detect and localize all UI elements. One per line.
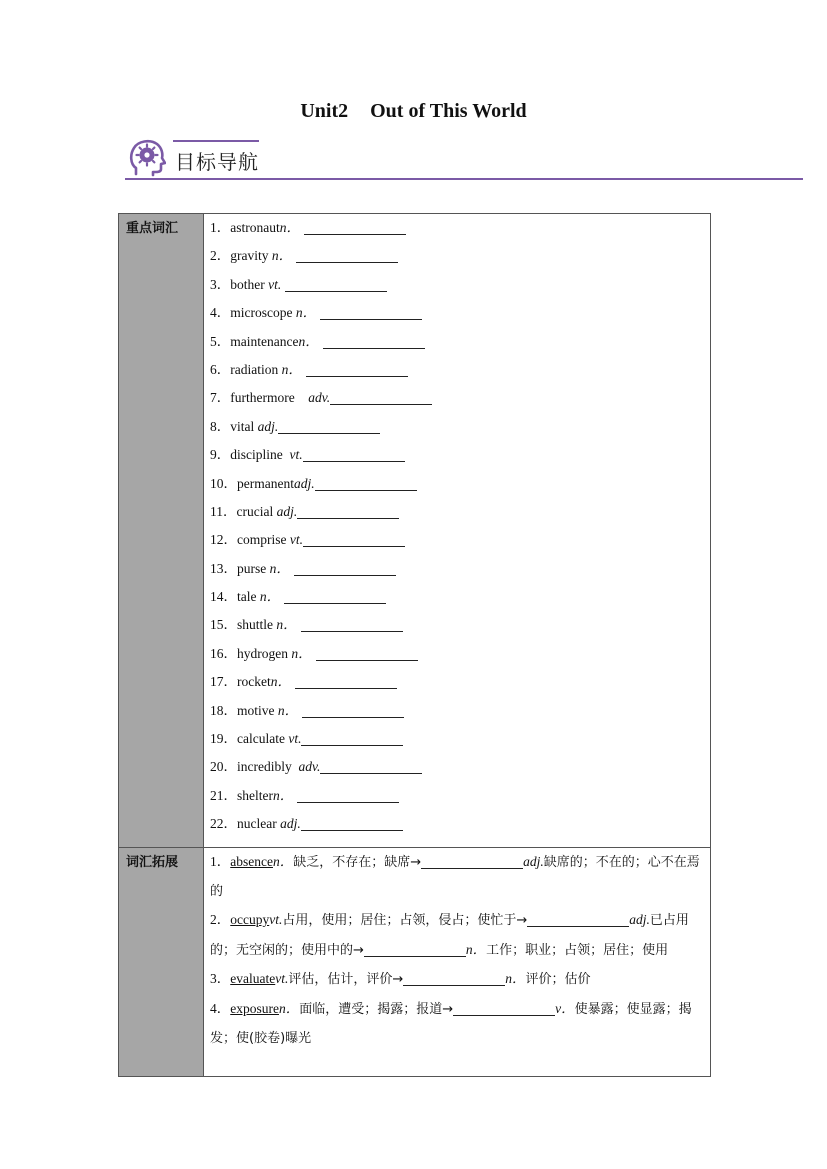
vocab-table — [118, 213, 711, 1077]
answer-blank[interactable] — [320, 759, 422, 774]
vocab-item: 10．permanentadj. — [210, 470, 706, 498]
answer-blank[interactable] — [301, 816, 403, 831]
answer-blank[interactable] — [278, 419, 380, 434]
category-word-expansion: 词汇拓展 — [119, 847, 204, 1076]
vocab-item: 16．hydrogen n． — [210, 640, 706, 668]
answer-blank[interactable] — [316, 646, 418, 661]
banner-label: 目标导航 — [175, 150, 259, 174]
answer-blank[interactable] — [296, 248, 398, 263]
vocab-item: 4．microscope n． — [210, 299, 706, 327]
answer-blank[interactable] — [330, 390, 432, 405]
vocab-item: 9．discipline vt. — [210, 441, 706, 469]
vocab-item: 12．comprise vt. — [210, 526, 706, 554]
vocab-item: 14．tale n． — [210, 583, 706, 611]
answer-blank[interactable] — [295, 674, 397, 689]
vocab-item: 2．gravity n． — [210, 242, 706, 270]
vocab-item: 21．sheltern． — [210, 782, 706, 810]
vocab-item: 22．nuclear adj. — [210, 810, 706, 838]
vocab-item: 7．furthermore adv. — [210, 384, 706, 412]
answer-blank[interactable] — [301, 617, 403, 632]
vocab-item: 13．purse n． — [210, 555, 706, 583]
answer-blank[interactable] — [294, 561, 396, 576]
answer-blank[interactable] — [364, 942, 466, 957]
answer-blank[interactable] — [304, 220, 406, 235]
answer-blank[interactable] — [284, 589, 386, 604]
answer-blank[interactable] — [306, 362, 408, 377]
vocab-item: 18．motive n． — [210, 697, 706, 725]
answer-blank[interactable] — [323, 334, 425, 349]
answer-blank[interactable] — [303, 532, 405, 547]
vocab-item: 15．shuttle n． — [210, 611, 706, 639]
category-key-words: 重点词汇 — [119, 214, 204, 848]
vocab-item: 20．incredibly adv. — [210, 753, 706, 781]
vocab-item: 1．astronautn． — [210, 214, 706, 242]
banner-rule — [125, 178, 803, 180]
answer-blank[interactable] — [285, 277, 387, 292]
answer-blank[interactable] — [403, 971, 505, 986]
answer-blank[interactable] — [297, 788, 399, 803]
answer-blank[interactable] — [315, 476, 417, 491]
vocab-item: 5．maintenancen． — [210, 328, 706, 356]
answer-blank[interactable] — [301, 731, 403, 746]
vocab-item: 3．bother vt. — [210, 271, 706, 299]
page-title: Unit2 Out of This World — [300, 100, 527, 122]
vocab-item: 19．calculate vt. — [210, 725, 706, 753]
vocab-list — [204, 214, 711, 848]
answer-blank[interactable] — [527, 912, 629, 927]
answer-blank[interactable] — [320, 305, 422, 320]
answer-blank[interactable] — [303, 447, 405, 462]
vocab-item: 11．crucial adj. — [210, 498, 706, 526]
expansion-item: 1．absencen．缺乏，不存在；缺席→ adj.缺席的；不在的；心不在焉的 — [210, 853, 700, 899]
table-row — [119, 847, 711, 1076]
expansion-item: 3．evaluatevt.评估，估计，评价→ n．评价；估价 — [210, 971, 591, 988]
section-banner — [125, 138, 803, 182]
expansion-item: 2．occupyvt.占用，使用；居住；占领，侵占；使忙于→ adj.已占用的；无空闲的；使用中的→ n．工作；职业；占领；居住；使用 — [210, 912, 689, 958]
expansion-item: 4．exposuren．面临，遭受；揭露；报道→ v．使暴露；使显露；揭发；使(胶卷)曝光 — [210, 1000, 692, 1047]
answer-blank[interactable] — [297, 504, 399, 519]
vocab-item: 8．vital adj. — [210, 413, 706, 441]
answer-blank[interactable] — [421, 854, 523, 869]
brain-gear-head-icon — [128, 138, 166, 178]
table-row — [119, 214, 711, 848]
answer-blank[interactable] — [453, 1001, 555, 1016]
vocab-item: 6．radiation n． — [210, 356, 706, 384]
expansion-list — [204, 847, 711, 1076]
vocab-item: 17．rocketn． — [210, 668, 706, 696]
answer-blank[interactable] — [302, 703, 404, 718]
banner-top-line — [173, 140, 259, 142]
